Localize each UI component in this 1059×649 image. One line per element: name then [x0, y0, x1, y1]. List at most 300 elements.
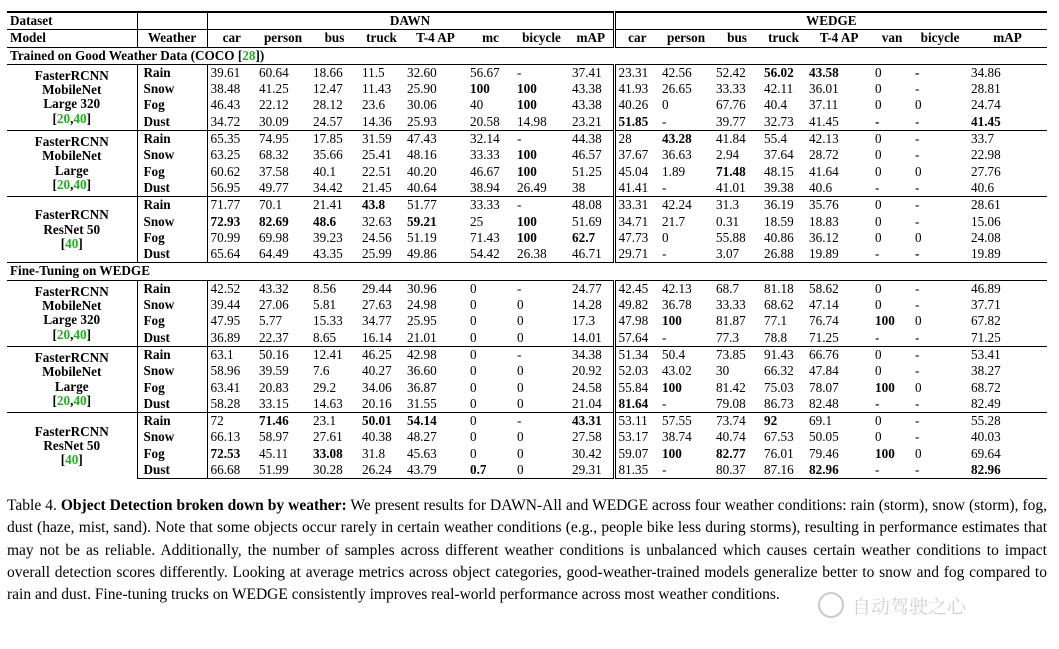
metric-cell: 34.86 [968, 64, 1047, 81]
model-name-line: MobileNet [42, 364, 102, 380]
metric-cell: 1.89 [662, 163, 686, 179]
metric-cell: 63.41 [207, 380, 256, 396]
metric-cell: 0 [872, 346, 912, 363]
metric-cell: - [915, 213, 920, 229]
metric-cell: 43.58 [806, 64, 872, 81]
metric-cell: 0 [470, 313, 477, 329]
metric-cell: 41.93 [614, 81, 659, 97]
metric-cell: 100 [517, 97, 537, 113]
watermark-text: 自动驾驶之心 [852, 595, 967, 618]
metric-cell: 42.52 [207, 280, 256, 297]
metric-cell: 33.33 [716, 81, 746, 97]
metric-cell: 0 [915, 379, 922, 395]
header-dataset: Dataset [7, 12, 137, 30]
metric-cell: 35.66 [313, 147, 343, 163]
metric-cell: 0 [872, 280, 912, 297]
metric-cell: 17.3 [572, 313, 596, 329]
weather-label: Dust [137, 330, 207, 347]
metric-cell: 68.72 [971, 379, 1001, 395]
weather-label: Dust [137, 180, 207, 197]
weather-label: Snow [137, 147, 207, 163]
metric-cell: 0 [517, 445, 524, 461]
metric-cell: 23.6 [362, 97, 386, 113]
metric-cell: 70.1 [256, 197, 310, 214]
metric-cell: 77.1 [764, 313, 788, 329]
metric-cell: 46.89 [968, 280, 1047, 297]
metric-cell: - [875, 179, 880, 195]
metric-cell: 33.15 [259, 395, 289, 411]
metric-cell: 21.41 [310, 197, 359, 214]
metric-cell: 36.78 [662, 297, 692, 313]
metric-cell: 32.60 [404, 64, 467, 81]
metric-cell: 34.06 [362, 379, 392, 395]
model-name-line: ResNet 50 [43, 437, 101, 453]
metric-cell: - [514, 197, 569, 214]
table-row [7, 380, 1047, 396]
header-row-dataset [7, 12, 1047, 30]
metric-cell: 0.31 [716, 213, 740, 229]
caption-body: We present results for DAWN-All and WEDGE across four weather conditions: rain (storm), snow (storm), fog, dust (haze, mist, sand). Note that some objects occur rarely in certain weather conditions (e.g., people bike less during storms), resulting in performance estimates that may not be as reliable. Additionally, the number of samples across different weather conditions is unbalanced which causes certain weather conditions to impact overall detection scores differently. Looking at average metrics across object categories, good-weather-trained models generalize better to snow and fog compared to rain and dust. Fine-tuning trucks on WEDGE consistently improves real-world performance across most weather conditions. [7, 497, 1047, 604]
metric-cell: 39.77 [716, 113, 746, 129]
metric-cell: 68.62 [764, 297, 794, 313]
metric-cell: 0 [872, 131, 912, 148]
metric-cell: 71.43 [470, 229, 500, 245]
caption-heading: Object Detection broken down by weather: [60, 497, 347, 514]
metric-cell: 0 [915, 445, 922, 461]
metric-cell: 74.95 [256, 131, 310, 148]
metric-cell: 30 [716, 363, 730, 379]
metric-cell: 72.53 [207, 446, 256, 462]
metric-cell: - [514, 280, 569, 297]
metric-cell: 11.5 [359, 64, 404, 81]
metric-cell: 19.89 [971, 246, 1001, 262]
watermark [818, 591, 1044, 619]
metric-cell: 27.76 [971, 163, 1001, 179]
model-citation: [20,40] [52, 326, 91, 342]
metric-cell: 81.64 [614, 396, 659, 413]
metric-cell: 24.56 [362, 229, 392, 245]
metric-cell: 51.34 [614, 346, 659, 363]
metric-cell: 24.98 [407, 297, 437, 313]
metric-cell: 40.26 [614, 97, 659, 113]
metric-cell: 26.88 [764, 246, 794, 262]
metric-cell: 33.33 [470, 147, 500, 163]
metric-cell: 40.38 [362, 429, 392, 445]
metric-cell: 47.98 [614, 313, 659, 329]
weather-label: Rain [137, 413, 207, 430]
metric-cell: 26.65 [662, 81, 692, 97]
metric-cell: 0 [875, 97, 882, 113]
metric-cell: 29.44 [359, 280, 404, 297]
metric-cell: 100 [470, 81, 490, 97]
metric-cell: 40.27 [362, 363, 392, 379]
metric-cell: 91.43 [761, 346, 806, 363]
metric-cell: 0 [875, 229, 882, 245]
metric-cell: 51.77 [404, 197, 467, 214]
metric-cell: 43.79 [404, 462, 467, 479]
metric-cell: 37.41 [569, 64, 614, 81]
weather-label: Snow [137, 429, 207, 445]
metric-cell: 24.58 [572, 379, 602, 395]
model-name [7, 197, 137, 263]
model-name-line: MobileNet [42, 298, 102, 314]
metric-cell: 48.16 [407, 147, 437, 163]
metric-cell: 41.64 [809, 163, 839, 179]
table-row [7, 81, 1047, 97]
metric-cell: 14.01 [572, 329, 602, 345]
metric-cell: 42.13 [659, 280, 713, 297]
metric-cell: 0 [467, 280, 514, 297]
metric-cell: - [662, 329, 667, 345]
weather-label: Fog [137, 164, 207, 180]
metric-cell: 25.93 [407, 113, 437, 129]
metric-cell: 42.13 [806, 131, 872, 148]
metric-cell: 45.04 [614, 164, 659, 180]
table-row [7, 446, 1047, 462]
metric-cell: 14.98 [517, 113, 547, 129]
metric-cell: 0 [517, 395, 524, 411]
column-header-person: person [256, 30, 310, 47]
metric-cell: 52.03 [614, 363, 659, 379]
metric-cell: 69.64 [971, 445, 1001, 461]
metric-cell: 36.60 [407, 363, 437, 379]
metric-cell: 69.98 [259, 229, 289, 245]
metric-cell: 0 [875, 163, 882, 179]
table-row [7, 147, 1047, 163]
metric-cell: 38 [572, 179, 586, 195]
metric-cell: 53.41 [968, 346, 1047, 363]
table-row [7, 180, 1047, 197]
metric-cell: 72.93 [207, 214, 256, 230]
metric-cell: 24.57 [313, 113, 343, 129]
metric-cell: - [514, 131, 569, 148]
table-row [7, 131, 1047, 148]
metric-cell: 100 [875, 445, 895, 461]
metric-cell: 21.04 [572, 395, 602, 411]
metric-cell: - [915, 246, 920, 262]
table-row [7, 297, 1047, 313]
metric-cell: - [915, 395, 920, 411]
metric-cell: - [662, 179, 667, 195]
metric-cell: 25.90 [407, 81, 437, 97]
metric-cell: 41.25 [259, 81, 289, 97]
metric-cell: 71.25 [809, 329, 839, 345]
metric-cell: 0 [517, 429, 524, 445]
model-name [7, 64, 137, 130]
citation-number: 40 [73, 326, 87, 342]
metric-cell: 69.1 [806, 413, 872, 430]
metric-cell: 0 [514, 462, 569, 479]
metric-cell: 34.42 [313, 179, 343, 195]
metric-cell: 48.6 [313, 213, 337, 229]
metric-cell: - [912, 64, 968, 81]
metric-cell: 58.28 [207, 396, 256, 413]
metric-cell: 34.77 [362, 313, 392, 329]
metric-cell: 8.65 [313, 329, 337, 345]
metric-cell: 77.3 [716, 329, 740, 345]
metric-cell: 43.02 [662, 363, 692, 379]
metric-cell: 15.06 [971, 213, 1001, 229]
metric-cell: - [915, 363, 920, 379]
metric-cell: 0 [470, 445, 477, 461]
metric-cell: 0 [875, 147, 882, 163]
metric-cell: 27.06 [259, 297, 289, 313]
metric-cell: 2.94 [716, 147, 740, 163]
weather-label: Rain [137, 64, 207, 81]
metric-cell: 40.64 [407, 179, 437, 195]
metric-cell: 82.48 [809, 395, 839, 411]
metric-cell: 100 [517, 229, 537, 245]
metric-cell: 50.01 [359, 413, 404, 430]
metric-cell: - [514, 346, 569, 363]
metric-cell: 0 [662, 229, 669, 245]
column-header-bicycle: bicycle [514, 30, 569, 47]
weather-label: Snow [137, 214, 207, 230]
metric-cell: 100 [517, 163, 537, 179]
column-header-bus: bus [310, 30, 359, 47]
weather-label: Rain [137, 197, 207, 214]
metric-cell: 24.08 [971, 229, 1001, 245]
column-header-car: car [207, 30, 256, 47]
metric-cell: 54.42 [470, 246, 500, 262]
column-header-bus: bus [713, 30, 761, 47]
metric-cell: 20.83 [259, 379, 289, 395]
metric-cell: 12.47 [313, 81, 343, 97]
metric-cell: 81.87 [716, 313, 746, 329]
citation-number: 40 [73, 110, 87, 126]
model-citation: [20,40] [52, 392, 91, 408]
metric-cell: 73.74 [713, 413, 761, 430]
weather-label: Dust [137, 462, 207, 479]
metric-cell: 60.62 [207, 164, 256, 180]
metric-cell: 66.13 [207, 429, 256, 445]
metric-cell: - [915, 297, 920, 313]
metric-cell: 53.17 [614, 429, 659, 445]
table-row [7, 214, 1047, 230]
metric-cell: 36.19 [761, 197, 806, 214]
table-row [7, 197, 1047, 214]
metric-cell: - [915, 179, 920, 195]
metric-cell: 79.46 [809, 445, 839, 461]
metric-cell: 43.31 [569, 413, 614, 430]
metric-cell: 42.24 [659, 197, 713, 214]
metric-cell: 41.41 [614, 180, 659, 197]
metric-cell: 26.49 [517, 179, 547, 195]
metric-cell: 68.7 [713, 280, 761, 297]
metric-cell: 37.67 [614, 147, 659, 163]
metric-cell: 27.63 [362, 297, 392, 313]
metric-cell: 100 [517, 147, 537, 163]
metric-cell: 28.12 [313, 97, 343, 113]
model-name-line: FasterRCNN [34, 349, 109, 365]
metric-cell: 82.69 [259, 213, 289, 229]
metric-cell: 0 [875, 363, 882, 379]
metric-cell: 46.67 [470, 163, 500, 179]
metric-cell: 43.38 [572, 97, 602, 113]
metric-cell: 27.58 [572, 429, 602, 445]
metric-cell: 71.77 [207, 197, 256, 214]
column-header-truck: truck [761, 30, 806, 47]
metric-cell: 41.45 [971, 113, 1001, 129]
citation-number: 40 [65, 236, 79, 251]
metric-cell: - [915, 147, 920, 163]
section-title [7, 263, 1047, 280]
metric-cell: - [875, 395, 880, 411]
metric-cell: 82.96 [806, 462, 872, 479]
weather-label: Snow [137, 363, 207, 379]
metric-cell: 29.31 [569, 462, 614, 479]
column-header-map: mAP [968, 30, 1047, 47]
citation-number: 20 [56, 176, 71, 192]
metric-cell: 31.8 [362, 445, 386, 461]
metric-cell: 50.05 [809, 429, 839, 445]
metric-cell: 18.83 [809, 213, 839, 229]
metric-cell: 22.98 [971, 147, 1001, 163]
table-row [7, 363, 1047, 379]
citation-number: 20 [56, 110, 71, 126]
metric-cell: 22.51 [362, 163, 392, 179]
metric-cell: 0 [470, 329, 477, 345]
metric-cell: 56.95 [207, 180, 256, 197]
metric-cell: 33.31 [614, 197, 659, 214]
metric-cell: 50.4 [659, 346, 713, 363]
metric-cell: - [872, 462, 912, 479]
metric-cell: - [915, 329, 920, 345]
metric-cell: - [662, 113, 667, 129]
section-title-text: Trained on Good Weather Data (COCO [ [10, 47, 243, 63]
metric-cell: 58.96 [207, 363, 256, 379]
metric-cell: 56.67 [467, 64, 514, 81]
metric-cell: 24.77 [569, 280, 614, 297]
model-name-line: MobileNet [42, 148, 102, 164]
metric-cell: 39.38 [764, 179, 794, 195]
metric-cell: 42.56 [659, 64, 713, 81]
metric-cell: 29.71 [614, 246, 659, 263]
metric-cell: 29.2 [313, 379, 337, 395]
metric-cell: 79.08 [716, 395, 746, 411]
metric-cell: 0 [517, 297, 524, 313]
metric-cell: 35.76 [806, 197, 872, 214]
metric-cell: 30.09 [259, 113, 289, 129]
model-name-line: FasterRCNN [34, 67, 109, 83]
metric-cell: 34.71 [614, 214, 659, 230]
metric-cell: 49.77 [259, 179, 289, 195]
metric-cell: 43.32 [256, 280, 310, 297]
metric-cell: 48.15 [764, 163, 794, 179]
metric-cell: 38.94 [470, 179, 500, 195]
metric-cell: 32.63 [362, 213, 392, 229]
metric-cell: 28.81 [971, 81, 1001, 97]
metric-cell: 0 [517, 313, 524, 329]
metric-cell: 20.16 [362, 395, 392, 411]
metric-cell: 100 [662, 379, 682, 395]
metric-cell: 26.24 [359, 462, 404, 479]
section-title [7, 47, 1047, 64]
metric-cell: 51.25 [572, 163, 602, 179]
metric-cell: 58.62 [806, 280, 872, 297]
metric-cell: 28.72 [809, 147, 839, 163]
metric-cell: 47.84 [809, 363, 839, 379]
metric-cell: 63.1 [207, 346, 256, 363]
metric-cell: 47.14 [809, 297, 839, 313]
metric-cell: 71.25 [971, 329, 1001, 345]
metric-cell: 26.38 [517, 246, 547, 262]
metric-cell: 55.84 [614, 380, 659, 396]
model-citation: [20,40] [52, 110, 91, 126]
metric-cell: - [662, 395, 667, 411]
table-row [7, 230, 1047, 246]
metric-cell: 0 [875, 429, 882, 445]
metric-cell: 46.43 [207, 97, 256, 113]
weather-label: Dust [137, 114, 207, 131]
weather-label: Fog [137, 446, 207, 462]
metric-cell: 0 [470, 363, 477, 379]
weather-label: Snow [137, 81, 207, 97]
model-name-line: MobileNet [42, 82, 102, 98]
column-header-person: person [659, 30, 713, 47]
metric-cell: - [912, 280, 968, 297]
metric-cell: 36.63 [662, 147, 692, 163]
metric-cell: 46.71 [572, 246, 602, 262]
metric-cell: 59.21 [407, 213, 437, 229]
metric-cell: 65.64 [207, 246, 256, 263]
table-row [7, 114, 1047, 131]
metric-cell: 81.18 [761, 280, 806, 297]
model-name [7, 346, 137, 412]
metric-cell: 0 [517, 379, 524, 395]
table-row [7, 313, 1047, 329]
metric-cell: 78.07 [809, 379, 839, 395]
metric-cell: 12.41 [310, 346, 359, 363]
metric-cell: 86.73 [764, 395, 794, 411]
column-header-bicycle: bicycle [912, 30, 968, 47]
metric-cell: 52.42 [713, 64, 761, 81]
metric-cell: 51.85 [614, 114, 659, 131]
metric-cell: 82.49 [971, 395, 1001, 411]
model-name-line: FasterRCNN [34, 207, 109, 223]
metric-cell: 3.07 [716, 246, 740, 262]
metric-cell: - [915, 429, 920, 445]
model-name [7, 413, 137, 479]
metric-cell: 23.1 [310, 413, 359, 430]
metric-cell: - [912, 197, 968, 214]
metric-cell: 60.64 [256, 64, 310, 81]
metric-cell: 11.43 [362, 81, 392, 97]
table-row [7, 462, 1047, 479]
column-header-mc: mc [467, 30, 514, 47]
model-name-line: Large [54, 378, 89, 394]
metric-cell: 30.28 [310, 462, 359, 479]
metric-cell: 23.31 [614, 64, 659, 81]
metric-cell: 0 [915, 313, 922, 329]
section-title-text: Fine-Tuning on WEDGE [10, 263, 150, 279]
metric-cell: - [915, 113, 920, 129]
metric-cell: 0 [872, 64, 912, 81]
metric-cell: 0 [875, 81, 882, 97]
metric-cell: 0 [915, 163, 922, 179]
metric-cell: 23.21 [572, 113, 602, 129]
metric-cell: 41.01 [716, 179, 746, 195]
citation-number: 40 [73, 176, 87, 192]
column-header-t-4-ap: T-4 AP [404, 30, 467, 47]
metric-cell: - [662, 246, 667, 262]
metric-cell: 36.87 [407, 379, 437, 395]
header-dawn: DAWN [207, 12, 614, 30]
metric-cell: 71.48 [716, 163, 746, 179]
table-row [7, 97, 1047, 113]
metric-cell: 39.23 [313, 229, 343, 245]
section-citation: 28 [242, 47, 256, 63]
